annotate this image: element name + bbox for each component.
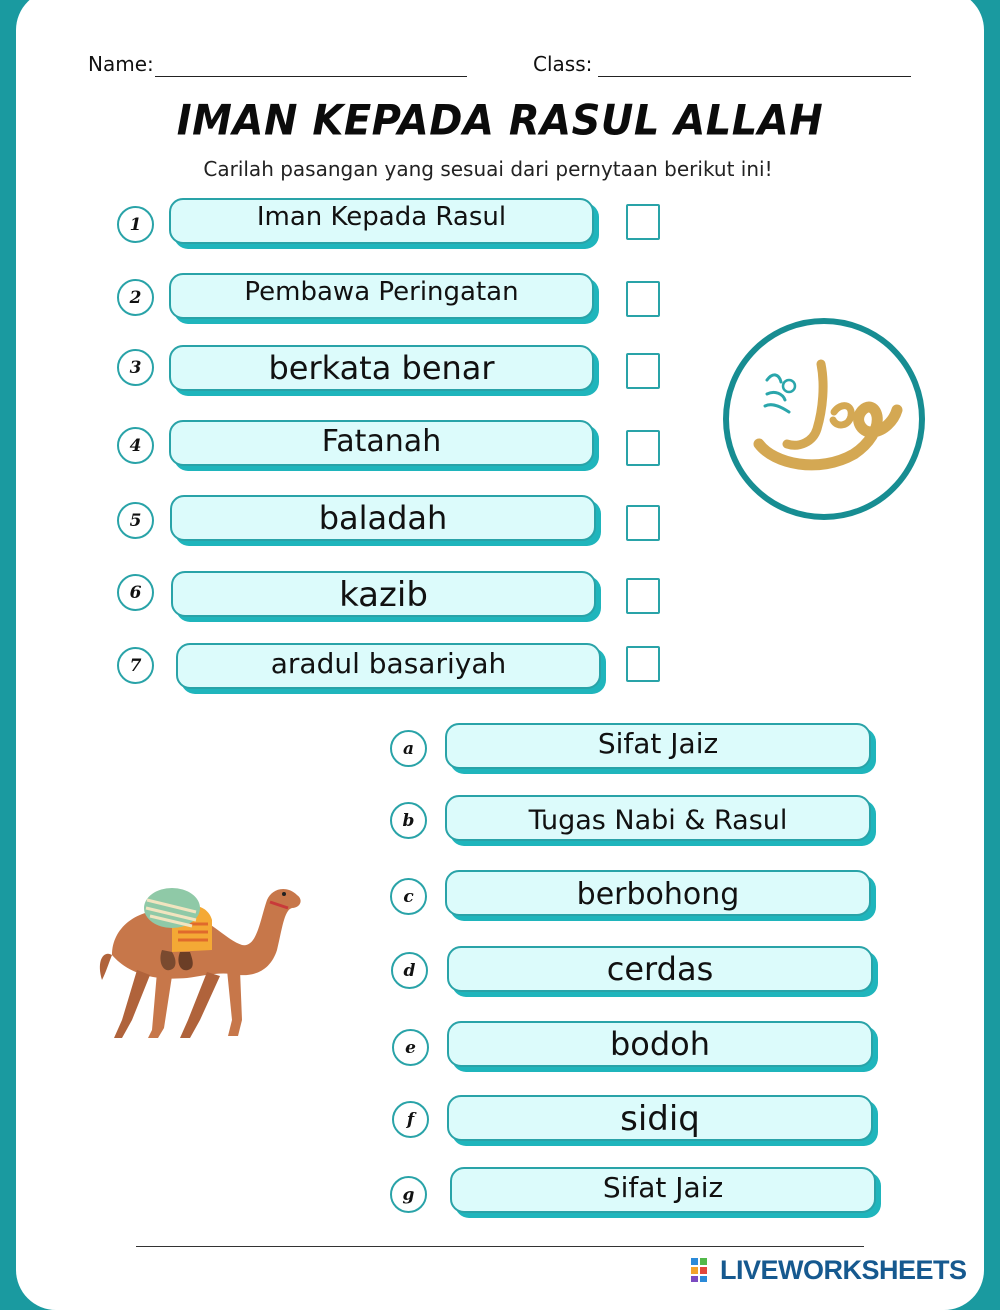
camel-icon bbox=[100, 888, 301, 1038]
footer-divider bbox=[136, 1246, 864, 1247]
answer-card-e[interactable]: bodoh bbox=[447, 1021, 873, 1067]
class-label: Class: bbox=[533, 52, 593, 76]
question-number-3: 3 bbox=[117, 349, 154, 386]
worksheet-title: IMAN KEPADA RASUL ALLAH bbox=[176, 96, 824, 146]
answer-letter-d: d bbox=[391, 952, 428, 989]
liveworksheets-logo-icon bbox=[690, 1257, 716, 1283]
instruction-text: Carilah pasangan yang sesuai dari pernytaan berikut ini! bbox=[203, 157, 773, 181]
name-label: Name: bbox=[88, 52, 154, 76]
muhammad-calligraphy-medallion bbox=[723, 318, 925, 520]
question-card-1: Iman Kepada Rasul bbox=[169, 198, 594, 244]
answer-letter-b: b bbox=[390, 802, 427, 839]
question-card-4: Fatanah bbox=[169, 420, 594, 466]
question-card-6: kazib bbox=[171, 571, 596, 617]
question-number-7: 7 bbox=[117, 647, 154, 684]
answer-box-5[interactable] bbox=[626, 505, 660, 541]
answer-card-d[interactable]: cerdas bbox=[447, 946, 873, 992]
question-card-7: aradul basariyah bbox=[176, 643, 601, 689]
answer-box-6[interactable] bbox=[626, 578, 660, 614]
question-card-3: berkata benar bbox=[169, 345, 594, 391]
question-number-5: 5 bbox=[117, 502, 154, 539]
answer-box-3[interactable] bbox=[626, 353, 660, 389]
answer-card-b[interactable]: Tugas Nabi & Rasul bbox=[445, 795, 871, 841]
question-card-2: Pembawa Peringatan bbox=[169, 273, 594, 319]
answer-box-1[interactable] bbox=[626, 204, 660, 240]
question-number-2: 2 bbox=[117, 279, 154, 316]
answer-letter-a: a bbox=[390, 730, 427, 767]
answer-card-c[interactable]: berbohong bbox=[445, 870, 871, 916]
liveworksheets-brand-text: LIVEWORKSHEETS bbox=[720, 1254, 967, 1285]
question-number-1: 1 bbox=[117, 206, 154, 243]
answer-letter-f: f bbox=[392, 1101, 429, 1138]
class-input-line[interactable] bbox=[598, 76, 911, 77]
answer-letter-g: g bbox=[390, 1176, 427, 1213]
name-input-line[interactable] bbox=[155, 76, 467, 77]
question-number-6: 6 bbox=[117, 574, 154, 611]
answer-card-g[interactable]: Sifat Jaiz bbox=[450, 1167, 876, 1213]
answer-box-7[interactable] bbox=[626, 646, 660, 682]
answer-card-a[interactable]: Sifat Jaiz bbox=[445, 723, 871, 769]
liveworksheets-logo bbox=[690, 1254, 967, 1286]
answer-box-4[interactable] bbox=[626, 430, 660, 466]
camel-illustration bbox=[92, 860, 312, 1045]
answer-letter-e: e bbox=[392, 1029, 429, 1066]
question-card-5: baladah bbox=[170, 495, 596, 541]
answer-letter-c: c bbox=[390, 878, 427, 915]
answer-card-f[interactable]: sidiq bbox=[447, 1095, 873, 1141]
calligraphy-icon bbox=[729, 324, 919, 514]
answer-box-2[interactable] bbox=[626, 281, 660, 317]
question-number-4: 4 bbox=[117, 427, 154, 464]
